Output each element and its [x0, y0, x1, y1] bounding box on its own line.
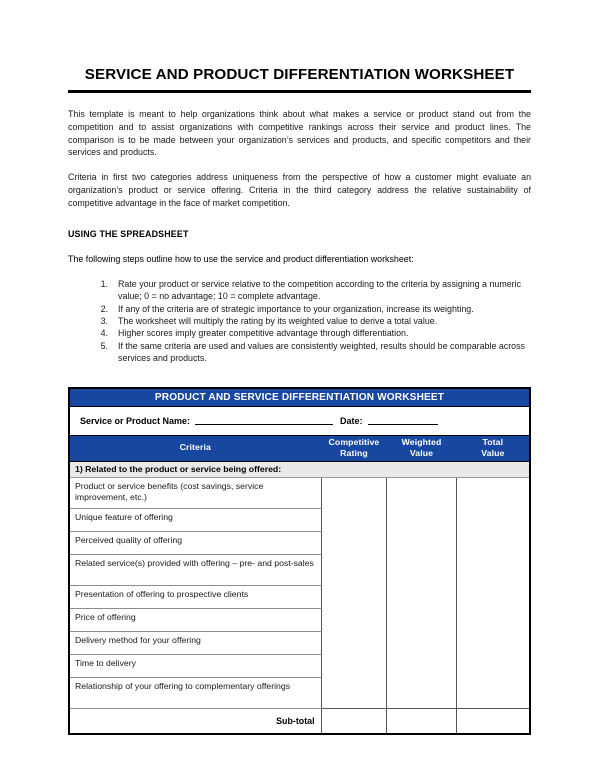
competitive-rating-input[interactable] [321, 585, 386, 608]
competitive-rating-input[interactable] [321, 608, 386, 631]
total-value-cell [457, 631, 530, 654]
intro-paragraph-2: Criteria in first two categories address uniqueness from the perspective of how a customer might evaluate an organization’s product or service offering. Criteria in the third category address the relative sustainability of competitive advantage in the face of market competition. [68, 172, 531, 208]
list-item-number: 1. [100, 278, 108, 289]
competitive-rating-input[interactable] [321, 631, 386, 654]
worksheet-banner-row [69, 388, 530, 407]
list-item [86, 327, 531, 339]
total-value-cell [457, 554, 530, 585]
weighted-value-input[interactable] [386, 554, 456, 585]
title-divider [68, 90, 531, 93]
competitive-rating-input[interactable] [321, 654, 386, 677]
table-row [69, 585, 530, 608]
total-value-cell [457, 654, 530, 677]
list-item [86, 303, 531, 315]
list-item-text: Rate your product or service relative to the competition according to the criteria by assigning a numeric value; 0 = no advantage; 10 = complete advantage. [118, 278, 522, 302]
criteria-label: Time to delivery [69, 654, 321, 677]
date-label: Date: [340, 416, 363, 427]
table-row [69, 608, 530, 631]
service-or-product-name-label: Service or Product Name: [80, 416, 191, 427]
worksheet-banner-title: PRODUCT AND SERVICE DIFFERENTIATION WORKSHEET [69, 388, 530, 407]
competitive-rating-input[interactable] [321, 677, 386, 708]
list-item-text: If any of the criteria are of strategic importance to your organization, increase its weighting. [118, 303, 474, 314]
criteria-label: Perceived quality of offering [69, 531, 321, 554]
table-row [69, 631, 530, 654]
service-or-product-name-input[interactable] [195, 415, 333, 425]
table-row [69, 477, 530, 508]
column-header-line-1: Competitive [328, 436, 380, 447]
column-header-line-1: Weighted [401, 436, 442, 447]
steps-list [68, 278, 531, 365]
list-item-text: If the same criteria are used and values are consistently weighted, results should be comparable across services and products. [118, 340, 525, 364]
criteria-label: Unique feature of offering [69, 508, 321, 531]
table-row [69, 531, 530, 554]
total-value-cell [457, 508, 530, 531]
weighted-value-input[interactable] [386, 477, 456, 508]
column-header-total-value [457, 435, 530, 461]
weighted-value-input[interactable] [386, 631, 456, 654]
steps-lead-in: The following steps outline how to use the service and product differentiation worksheet: [68, 254, 414, 265]
weighted-value-input[interactable] [386, 585, 456, 608]
table-row [69, 654, 530, 677]
table-row [69, 554, 530, 585]
date-input[interactable] [368, 415, 438, 425]
competitive-rating-input[interactable] [321, 477, 386, 508]
table-row [69, 677, 530, 708]
list-item-number: 3. [100, 315, 108, 326]
weighted-value-input[interactable] [386, 677, 456, 708]
total-value-cell [457, 608, 530, 631]
criteria-label: Presentation of offering to prospective clients [69, 585, 321, 608]
total-value-cell [457, 477, 530, 508]
intro-paragraph-1: This template is meant to help organizations think about what makes a service or product stand out from the competition and to assist organizations with competitive rankings across their service and product lines. The comparison is to be made between your organization’s services and products, and specific competitors and their services and products. [68, 109, 531, 158]
total-value-cell [457, 585, 530, 608]
column-header-competitive-rating [321, 435, 386, 461]
column-header-line-2: Rating [340, 448, 368, 459]
weighted-value-input[interactable] [386, 608, 456, 631]
total-value-cell [457, 531, 530, 554]
list-item-text: The worksheet will multiply the rating by its weighted value to derive a total value. [118, 315, 438, 326]
table-row [69, 508, 530, 531]
worksheet-section-header-row [69, 461, 530, 477]
list-item-text: Higher scores imply greater competitive advantage through differentiation. [118, 328, 409, 339]
subtotal-competitive-rating [321, 708, 386, 734]
column-header-line-2: Value [409, 448, 434, 459]
list-item-number: 2. [100, 303, 108, 314]
page-title: SERVICE AND PRODUCT DIFFERENTIATION WORKSHEET [84, 66, 515, 83]
criteria-label: Delivery method for your offering [69, 631, 321, 654]
weighted-value-input[interactable] [386, 508, 456, 531]
competitive-rating-input[interactable] [321, 508, 386, 531]
column-header-weighted-value [386, 435, 456, 461]
competitive-rating-input[interactable] [321, 554, 386, 585]
worksheet-column-header-row [69, 435, 530, 461]
list-item-number: 5. [100, 340, 108, 351]
subtotal-label: Sub-total [69, 708, 321, 734]
subtotal-weighted-value [386, 708, 456, 734]
name-and-date-cell [69, 406, 530, 435]
weighted-value-input[interactable] [386, 531, 456, 554]
list-item [86, 315, 531, 327]
subtotal-total-value [457, 708, 530, 734]
criteria-label: Related service(s) provided with offering – pre- and post-sales [69, 554, 321, 585]
weighted-value-input[interactable] [386, 654, 456, 677]
section-heading-using-the-spreadsheet: USING THE SPREADSHEET [68, 229, 189, 240]
document-content [68, 0, 531, 735]
subtotal-row [69, 708, 530, 734]
competitive-rating-input[interactable] [321, 531, 386, 554]
list-item [86, 278, 531, 303]
list-item-number: 4. [100, 328, 108, 339]
criteria-label: Price of offering [69, 608, 321, 631]
section-label-related-to-product-or-service: 1) Related to the product or service being offered: [69, 461, 530, 477]
column-header-criteria: Criteria [69, 435, 321, 461]
criteria-label: Relationship of your offering to complementary offerings [69, 677, 321, 708]
column-header-line-2: Value [481, 448, 505, 459]
differentiation-worksheet-table [68, 387, 531, 735]
criteria-label: Product or service benefits (cost savings, service improvement, etc.) [69, 477, 321, 508]
column-header-line-1: Total [482, 436, 504, 447]
list-item [86, 340, 531, 365]
total-value-cell [457, 677, 530, 708]
worksheet-identity-row [69, 406, 530, 435]
